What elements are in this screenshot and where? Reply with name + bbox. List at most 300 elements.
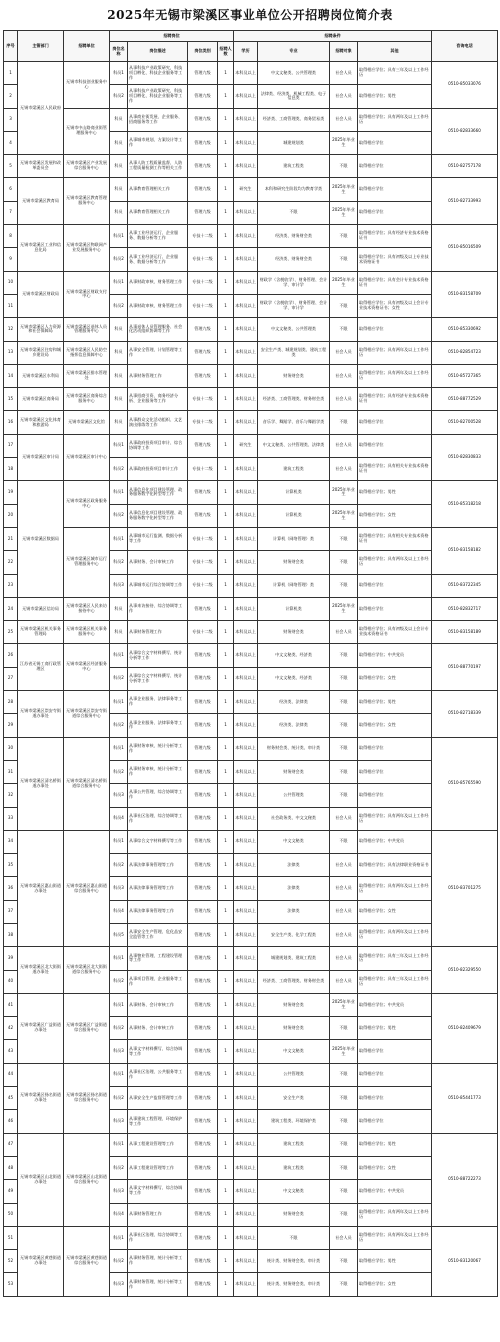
header-target: 招聘对象 <box>330 42 358 62</box>
cell-target: 社会人员 <box>330 1226 358 1249</box>
cell-target: 不限 <box>330 1203 358 1226</box>
cell-type: 管理九级 <box>188 1226 218 1249</box>
header-unit: 招聘单位 <box>64 31 110 62</box>
cell-edu: 本科及以上 <box>234 854 258 877</box>
cell-target: 不限 <box>330 1156 358 1179</box>
cell-other: 取得相应学位 <box>358 597 432 620</box>
cell-major: 计算机类 <box>258 481 330 504</box>
cell-major: 法律类 <box>258 900 330 923</box>
cell-major: 中文文秘类、公共管理类、法律类 <box>258 434 330 457</box>
cell-other: 取得相应学位；中共党员 <box>358 1180 432 1203</box>
cell-num: 1 <box>218 248 234 271</box>
table-row <box>4 527 498 550</box>
cell-desc: 从事财务管理工作 <box>128 621 188 644</box>
cell-type: 管理九级 <box>188 714 218 737</box>
cell-seq: 22 <box>4 551 18 574</box>
cell-unit: 无锡市梁溪区政务服务中心 <box>64 481 110 528</box>
cell-num: 1 <box>218 364 234 387</box>
cell-num: 1 <box>218 1156 234 1179</box>
cell-unit: 无锡市梁溪区人民来访接待中心 <box>64 597 110 620</box>
cell-major: 计算机（网络管理）类 <box>258 527 330 550</box>
cell-other: 取得相应学位；具有初级及以上会计专业技术资格证书 <box>358 621 432 644</box>
cell-seq: 49 <box>4 1180 18 1203</box>
header-dept: 主管部门 <box>18 31 64 62</box>
cell-code: 科员 <box>110 155 128 178</box>
cell-major: 中文文秘类 <box>258 1040 330 1063</box>
cell-desc: 从事科技产业政策研究，科技项目孵化、科技企业服务等工作 <box>128 62 188 85</box>
cell-code: 科员 <box>110 597 128 620</box>
cell-major: 建筑工程类 <box>258 1156 330 1179</box>
cell-edu: 本科及以上 <box>234 1087 258 1110</box>
cell-other: 取得相应学位；具有两年及以上工作经历 <box>358 877 432 900</box>
cell-num: 1 <box>218 947 234 970</box>
cell-edu: 本科及以上 <box>234 388 258 411</box>
cell-dept: 无锡市梁溪区文化体育和旅游局 <box>18 411 64 434</box>
cell-seq: 48 <box>4 1156 18 1179</box>
cell-phone: 0510-83701275 <box>432 830 498 946</box>
cell-code: 科员2 <box>110 1017 128 1040</box>
cell-other: 取得相应学位 <box>358 760 432 783</box>
cell-other: 取得相应学位；女性 <box>358 714 432 737</box>
cell-edu: 本科及以上 <box>234 714 258 737</box>
cell-seq: 34 <box>4 830 18 853</box>
cell-phone: 0510-85441773 <box>432 1063 498 1133</box>
cell-num: 1 <box>218 527 234 550</box>
cell-seq: 26 <box>4 644 18 667</box>
cell-desc: 从事信息化项目建设管理、政务服务数字化转型等工作 <box>128 504 188 527</box>
cell-code: 科员 <box>110 388 128 411</box>
cell-type: 管理九级 <box>188 481 218 504</box>
cell-desc: 从事法律事务管理等工作 <box>128 900 188 923</box>
cell-major: 本科和研究生阶段均为教育学类 <box>258 178 330 201</box>
cell-target: 不限 <box>330 225 358 248</box>
cell-desc: 从事商业街发展、企业服务、招商服务等工作 <box>128 108 188 131</box>
cell-other: 取得相应学位；具有三年及以上工作经历 <box>358 970 432 993</box>
cell-type: 管理九级 <box>188 947 218 970</box>
cell-dept: 无锡市梁溪区黄巷街道办事处 <box>18 1226 64 1296</box>
cell-num: 1 <box>218 993 234 1016</box>
cell-other: 取得相应学位 <box>358 201 432 224</box>
cell-seq: 18 <box>4 458 18 481</box>
cell-major: 计算机类 <box>258 504 330 527</box>
cell-desc: 从事财务管理工作 <box>128 364 188 387</box>
cell-major: 不限 <box>258 1226 330 1249</box>
cell-other: 取得相应学位；具有会计专业技术资格证书 <box>358 271 432 294</box>
cell-other: 取得相应学位 <box>358 784 432 807</box>
cell-dept: 无锡市梁溪区工业和信息化局 <box>18 225 64 272</box>
cell-desc: 从事城市运行监测、数据分析等工作 <box>128 527 188 550</box>
cell-seq: 30 <box>4 737 18 760</box>
cell-code: 科员1 <box>110 527 128 550</box>
cell-dept: 无锡市梁溪区教育局 <box>18 178 64 225</box>
cell-num: 1 <box>218 62 234 85</box>
cell-major: 城建规划类 <box>258 131 330 154</box>
cell-unit: 无锡市梁溪区文化馆 <box>64 411 110 434</box>
cell-seq: 24 <box>4 597 18 620</box>
cell-other: 取得相应学位；具有相关专业技术资格证书 <box>358 458 432 481</box>
cell-seq: 14 <box>4 364 18 387</box>
cell-type: 管理九级 <box>188 1250 218 1273</box>
cell-unit: 无锡市梁溪区教育管理服务中心 <box>64 178 110 225</box>
cell-desc: 从事财务审核、统计分析等工作 <box>128 737 188 760</box>
cell-type: 管理九级 <box>188 62 218 85</box>
cell-unit: 无锡市梁溪区产业发展综合服务中心 <box>64 155 110 178</box>
cell-other: 取得相应学位；具有法律职业资格证书 <box>358 854 432 877</box>
cell-edu: 本科及以上 <box>234 318 258 341</box>
cell-seq: 5 <box>4 155 18 178</box>
cell-major: 财务财会类 <box>258 760 330 783</box>
cell-target: 社会人员 <box>330 877 358 900</box>
cell-unit: 无锡市梁溪区清名桥街道综合服务中心 <box>64 737 110 830</box>
cell-code: 科员2 <box>110 85 128 108</box>
cell-target: 2025年毕业生 <box>330 271 358 294</box>
cell-type: 管理九级 <box>188 597 218 620</box>
cell-num: 1 <box>218 294 234 317</box>
cell-seq: 21 <box>4 527 18 550</box>
table-row <box>4 434 498 457</box>
cell-desc: 从事人防工程质量监督、人防工程质量检测工作等相关工作 <box>128 155 188 178</box>
cell-target: 社会人员 <box>330 434 358 457</box>
cell-major: 计算机类 <box>258 597 330 620</box>
cell-num: 1 <box>218 551 234 574</box>
cell-edu: 本科及以上 <box>234 294 258 317</box>
cell-num: 1 <box>218 108 234 131</box>
cell-unit: 无锡市梁溪区排水管理处 <box>64 364 110 387</box>
cell-dept: 无锡市梁溪区山北街道办事处 <box>18 1133 64 1226</box>
cell-target: 不限 <box>330 1063 358 1086</box>
cell-num: 1 <box>218 504 234 527</box>
cell-type: 管理九级 <box>188 1156 218 1179</box>
cell-type: 管理九级 <box>188 341 218 364</box>
cell-num: 1 <box>218 434 234 457</box>
cell-desc: 从事教育管理相关工作 <box>128 178 188 201</box>
cell-num: 1 <box>218 807 234 830</box>
cell-num: 1 <box>218 178 234 201</box>
cell-desc: 从事社区治理、综合协调等工作 <box>128 807 188 830</box>
cell-major: 财政学（含税收学）、财务管理、会计学、审计学 <box>258 294 330 317</box>
cell-code: 科员1 <box>110 830 128 853</box>
cell-code: 科员 <box>110 131 128 154</box>
cell-desc: 从事信息化项目建设管理、政务服务数字化转型等工作 <box>128 481 188 504</box>
cell-num: 1 <box>218 621 234 644</box>
cell-desc: 从事财务管理工作 <box>128 1203 188 1226</box>
cell-edu: 本科及以上 <box>234 1156 258 1179</box>
cell-other: 取得相应学位；中共党员 <box>358 830 432 853</box>
cell-edu: 本科及以上 <box>234 504 258 527</box>
cell-seq: 23 <box>4 574 18 597</box>
cell-edu: 本科及以上 <box>234 458 258 481</box>
cell-num: 1 <box>218 271 234 294</box>
cell-other: 取得相应学位；具有两年及以上工作经历 <box>358 1226 432 1249</box>
cell-desc: 从事社区治理、综合协调等工作 <box>128 1226 188 1249</box>
cell-num: 1 <box>218 481 234 504</box>
cell-num: 1 <box>218 1203 234 1226</box>
cell-target: 不限 <box>330 784 358 807</box>
cell-code: 科员1 <box>110 434 128 457</box>
cell-major: 经济类、法律类 <box>258 691 330 714</box>
cell-type: 管理九级 <box>188 1017 218 1040</box>
cell-edu: 本科及以上 <box>234 201 258 224</box>
cell-unit: 无锡市梁溪区扬名街道综合服务中心 <box>64 1063 110 1133</box>
cell-edu: 研究生 <box>234 178 258 201</box>
cell-other: 取得相应学位；具有两年及以上工作经历 <box>358 341 432 364</box>
cell-type: 专技十二级 <box>188 621 218 644</box>
cell-num: 1 <box>218 574 234 597</box>
cell-major: 财务财会类 <box>258 1017 330 1040</box>
cell-seq: 19 <box>4 481 18 504</box>
cell-desc: 从事综合文字材料撰写、统计分析等工作 <box>128 667 188 690</box>
cell-desc: 从事退休人员管理服务、社会化活动组织协调等工作 <box>128 318 188 341</box>
cell-type: 专技十二级 <box>188 458 218 481</box>
cell-num: 1 <box>218 1017 234 1040</box>
cell-unit: 无锡市梁溪区广益街道综合服务中心 <box>64 993 110 1063</box>
cell-edu: 本科及以上 <box>234 923 258 946</box>
cell-major: 经济类、工商管理类、财务财会类 <box>258 388 330 411</box>
cell-type: 管理九级 <box>188 1133 218 1156</box>
cell-desc: 从事项目管理、企业服务等工作 <box>128 970 188 993</box>
cell-type: 管理九级 <box>188 970 218 993</box>
header-phone: 咨询电话 <box>432 31 498 62</box>
cell-edu: 本科及以上 <box>234 830 258 853</box>
cell-major: 不限 <box>258 201 330 224</box>
cell-desc: 从事法律事务管理等工作 <box>128 854 188 877</box>
cell-type: 管理九级 <box>188 1273 218 1296</box>
cell-type: 专技十二级 <box>188 294 218 317</box>
cell-seq: 50 <box>4 1203 18 1226</box>
cell-edu: 本科及以上 <box>234 877 258 900</box>
table-row <box>4 364 498 387</box>
cell-other: 取得相应学位 <box>358 574 432 597</box>
cell-type: 专技十二级 <box>188 551 218 574</box>
cell-num: 1 <box>218 760 234 783</box>
cell-other: 取得相应学位 <box>358 131 432 154</box>
cell-code: 科员3 <box>110 1110 128 1133</box>
cell-code: 科员3 <box>110 1040 128 1063</box>
cell-phone: 0510-88770197 <box>432 644 498 691</box>
cell-code: 科员1 <box>110 1226 128 1249</box>
cell-desc: 从事工业经济运行、企业服务、数据分析等工作 <box>128 225 188 248</box>
cell-target: 社会人员 <box>330 62 358 85</box>
cell-edu: 本科及以上 <box>234 970 258 993</box>
cell-seq: 31 <box>4 760 18 783</box>
cell-seq: 45 <box>4 1087 18 1110</box>
cell-target: 不限 <box>330 1017 358 1040</box>
table-row <box>4 271 498 294</box>
cell-seq: 13 <box>4 341 18 364</box>
cell-type: 管理九级 <box>188 760 218 783</box>
cell-edu: 本科及以上 <box>234 1203 258 1226</box>
cell-type: 管理九级 <box>188 364 218 387</box>
cell-desc: 从事财务、会计审核工作 <box>128 1017 188 1040</box>
cell-target: 社会人员 <box>330 621 358 644</box>
cell-type: 管理九级 <box>188 131 218 154</box>
cell-seq: 2 <box>4 85 18 108</box>
cell-dept: 无锡市梁溪区机关事务管理局 <box>18 621 64 644</box>
cell-major: 城建规划类、建筑工程类 <box>258 947 330 970</box>
cell-edu: 本科及以上 <box>234 248 258 271</box>
cell-desc: 从事财务、会计审核工作 <box>128 551 188 574</box>
cell-edu: 本科及以上 <box>234 155 258 178</box>
cell-type: 管理九级 <box>188 900 218 923</box>
cell-phone: 0510-83120067 <box>432 1226 498 1296</box>
table-row <box>4 388 498 411</box>
cell-major: 经济类、财务财会类 <box>258 225 330 248</box>
cell-phone: 0510-82700528 <box>432 411 498 434</box>
cell-code: 科员1 <box>110 481 128 504</box>
cell-major: 社会政务类、中文文秘类 <box>258 807 330 830</box>
header-code: 岗位名称 <box>110 42 128 62</box>
cell-other: 取得相应学位；女性 <box>358 667 432 690</box>
cell-target: 不限 <box>330 1273 358 1296</box>
cell-seq: 29 <box>4 714 18 737</box>
cell-dept: 无锡市梁溪区北大街街道办事处 <box>18 947 64 994</box>
cell-num: 1 <box>218 341 234 364</box>
cell-code: 科员 <box>110 201 128 224</box>
cell-target: 社会人员 <box>330 458 358 481</box>
cell-other: 取得相应学位；男性 <box>358 1017 432 1040</box>
cell-edu: 本科及以上 <box>234 108 258 131</box>
table-row <box>4 108 498 131</box>
cell-target: 不限 <box>330 644 358 667</box>
cell-desc: 从事招商引资、商务经济分析、企业服务等工作 <box>128 388 188 411</box>
cell-seq: 7 <box>4 201 18 224</box>
cell-target: 不限 <box>330 1250 358 1273</box>
cell-other: 取得相应学位 <box>358 318 432 341</box>
cell-seq: 20 <box>4 504 18 527</box>
cell-seq: 15 <box>4 388 18 411</box>
cell-target: 不限 <box>330 760 358 783</box>
cell-type: 管理九级 <box>188 807 218 830</box>
cell-phone: 0510-85318218 <box>432 481 498 528</box>
cell-unit: 无锡市梁溪区北大街街道综合服务中心 <box>64 947 110 994</box>
cell-seq: 32 <box>4 784 18 807</box>
table-row <box>4 62 498 85</box>
cell-edu: 本科及以上 <box>234 1110 258 1133</box>
cell-edu: 本科及以上 <box>234 1226 258 1249</box>
header-type: 岗位类别 <box>188 42 218 62</box>
cell-code: 科员3 <box>110 1180 128 1203</box>
cell-other: 取得相应学位 <box>358 155 432 178</box>
cell-desc: 从事财务、会计审核工作 <box>128 993 188 1016</box>
header-group-cond: 招聘条件 <box>234 31 432 42</box>
cell-seq: 35 <box>4 854 18 877</box>
cell-major: 中文文秘类 <box>258 1180 330 1203</box>
cell-code: 科员3 <box>110 1273 128 1296</box>
cell-target: 社会人员 <box>330 807 358 830</box>
cell-major: 音乐学、舞蹈学、音乐与舞蹈学类 <box>258 411 330 434</box>
cell-num: 1 <box>218 1250 234 1273</box>
cell-dept: 无锡市梁溪区广益街道办事处 <box>18 993 64 1063</box>
cell-num: 1 <box>218 155 234 178</box>
cell-type: 专技十二级 <box>188 411 218 434</box>
cell-target: 不限 <box>330 1110 358 1133</box>
cell-target: 不限 <box>330 294 358 317</box>
cell-seq: 39 <box>4 947 18 970</box>
table-row <box>4 691 498 714</box>
cell-target: 2025年毕业生 <box>330 597 358 620</box>
cell-target: 不限 <box>330 737 358 760</box>
cell-unit: 无锡市中山路商业街管理服务中心 <box>64 108 110 155</box>
cell-desc: 从事企业服务、法律事务等工作 <box>128 714 188 737</box>
table-row <box>4 225 498 248</box>
cell-type: 管理九级 <box>188 201 218 224</box>
cell-dept: 无锡市梁溪区商务局 <box>18 388 64 411</box>
cell-desc: 从事财务审核、统计分析等工作 <box>128 760 188 783</box>
cell-major: 财务财会类 <box>258 993 330 1016</box>
cell-other: 取得相应学位；男性 <box>358 85 432 108</box>
cell-seq: 27 <box>4 667 18 690</box>
cell-major: 统计类、财务财会类、审计类 <box>258 1250 330 1273</box>
cell-edu: 本科及以上 <box>234 411 258 434</box>
cell-desc: 从事财政审核、财务管理工作 <box>128 294 188 317</box>
cell-edu: 本科及以上 <box>234 527 258 550</box>
cell-other: 取得相应学位；具有两年及以上工作经历 <box>358 923 432 946</box>
cell-num: 1 <box>218 714 234 737</box>
cell-target: 2025年毕业生 <box>330 993 358 1016</box>
cell-edu: 本科及以上 <box>234 1063 258 1086</box>
cell-num: 1 <box>218 201 234 224</box>
cell-major: 经济类、法律类 <box>258 714 330 737</box>
cell-target: 2025年毕业生 <box>330 201 358 224</box>
cell-target: 不限 <box>330 318 358 341</box>
cell-num: 1 <box>218 877 234 900</box>
cell-type: 管理九级 <box>188 1203 218 1226</box>
cell-desc: 从事科技产业政策研究，科技项目孵化、科技企业服务等工作 <box>128 85 188 108</box>
cell-num: 1 <box>218 1133 234 1156</box>
cell-other: 取得相应学位；女性 <box>358 1273 432 1296</box>
cell-dept: 无锡市梁溪区财政局 <box>18 271 64 318</box>
cell-code: 科员5 <box>110 923 128 946</box>
cell-major: 法律类 <box>258 854 330 877</box>
cell-target: 不限 <box>330 1180 358 1203</box>
cell-major: 中文文秘类、公共管理类 <box>258 62 330 85</box>
cell-num: 1 <box>218 411 234 434</box>
cell-code: 科员 <box>110 364 128 387</box>
cell-seq: 4 <box>4 131 18 154</box>
cell-edu: 本科及以上 <box>234 225 258 248</box>
cell-type: 管理九级 <box>188 877 218 900</box>
cell-code: 科员2 <box>110 714 128 737</box>
cell-type: 管理九级 <box>188 691 218 714</box>
cell-phone: 0510-82832717 <box>432 597 498 620</box>
cell-seq: 16 <box>4 411 18 434</box>
cell-major: 经济类、财务财会类 <box>258 248 330 271</box>
cell-target: 社会人员 <box>330 923 358 946</box>
cell-type: 专技十二级 <box>188 388 218 411</box>
cell-other: 取得相应学位 <box>358 1087 432 1110</box>
cell-desc: 从事文字材料撰写、综合协调等工作 <box>128 1040 188 1063</box>
cell-edu: 本科及以上 <box>234 900 258 923</box>
cell-major: 计算机（网络管理）类 <box>258 574 330 597</box>
header-num: 招聘人数 <box>218 42 234 62</box>
cell-edu: 本科及以上 <box>234 1250 258 1273</box>
cell-phone: 0510-85330692 <box>432 318 498 341</box>
cell-desc: 从事政府投资项目审计、综合协调等工作 <box>128 434 188 457</box>
cell-seq: 44 <box>4 1063 18 1086</box>
cell-type: 管理九级 <box>188 644 218 667</box>
cell-desc: 从事安全生产监督管理等工作 <box>128 1087 188 1110</box>
cell-code: 科员1 <box>110 62 128 85</box>
cell-desc: 从事财务管理、统计分析等工作 <box>128 1250 188 1273</box>
cell-phone: 0510-83158709 <box>432 271 498 318</box>
cell-code: 科员2 <box>110 1250 128 1273</box>
cell-other: 取得相应学位 <box>358 737 432 760</box>
table-row <box>4 993 498 1016</box>
table-row <box>4 155 498 178</box>
cell-other: 取得相应学位；具有两年及以上工作经历 <box>358 807 432 830</box>
cell-unit: 无锡市科技创业服务中心 <box>64 62 110 109</box>
cell-major: 财务财会类 <box>258 551 330 574</box>
